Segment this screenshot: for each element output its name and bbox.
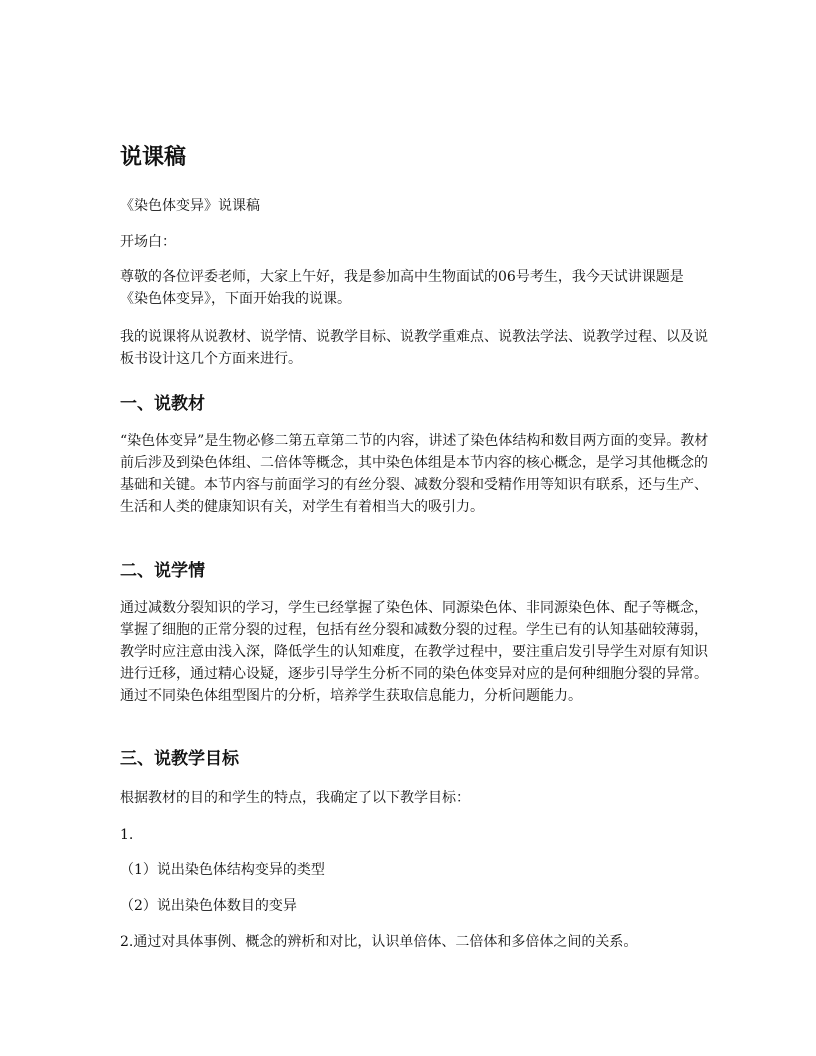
section-textbook-paragraph: “染色体变异”是生物必修二第五章第二节的内容，讲述了染色体结构和数目两方面的变异。教材前后涉及到染色体组、二倍体等概念，其中染色体组是本节内容的核心概念，是学习其他概念的基础和关键。本节内容与前面学习的有丝分裂、减数分裂和受精作用等知识有联系，还与生产、生活和人类的健康知识有关，对学生有着相当大的吸引力。 — [120, 433, 709, 515]
section-heading-students: 二、说学情 — [120, 561, 205, 581]
document-subtitle: 《染色体变异》说课稿 — [120, 198, 260, 214]
opening-label: 开场白： — [120, 234, 176, 250]
opening-paragraph: 尊敬的各位评委老师，大家上午好，我是参加高中生物面试的06号考生，我今天试讲课题是《染色体变异》，下面开始我的说课。 — [120, 269, 684, 307]
outline-paragraph: 我的说课将从说教材、说学情、说教学目标、说教学重难点、说教法学法、说教学过程、以及说板书设计这几个方面来进行。 — [120, 329, 708, 367]
objective-subitem-1: （1）说出染色体结构变异的类型 — [120, 862, 325, 878]
objective-item-1: 1. — [120, 827, 134, 843]
objective-item-2: 2.通过对具体事例、概念的辨析和对比，认识单倍体、二倍体和多倍体之间的关系。 — [120, 934, 638, 950]
section-heading-textbook: 一、说教材 — [120, 394, 205, 414]
objective-subitem-2: （2）说出染色体数目的变异 — [120, 898, 297, 914]
objectives-intro: 根据教材的目的和学生的特点，我确定了以下教学目标： — [120, 790, 470, 806]
page-title: 说课稿 — [120, 145, 187, 170]
section-students-paragraph: 通过减数分裂知识的学习，学生已经掌握了染色体、同源染色体、非同源染色体、配子等概念，掌握了细胞的正常分裂的过程，包括有丝分裂和减数分裂的过程。学生已有的认知基础较薄弱，教学时应注意由浅入深，降低学生的认知难度，在教学过程中，要注重启发引导学生对原有知识进行迁移，通过精心设疑，逐步引导学生分析不同的染色体变异对应的是何种细胞分裂的异常。通过不同染色体组型图片的分析，培养学生获取信息能力，分析问题能力。 — [120, 600, 708, 704]
section-heading-objectives: 三、说教学目标 — [120, 749, 239, 769]
